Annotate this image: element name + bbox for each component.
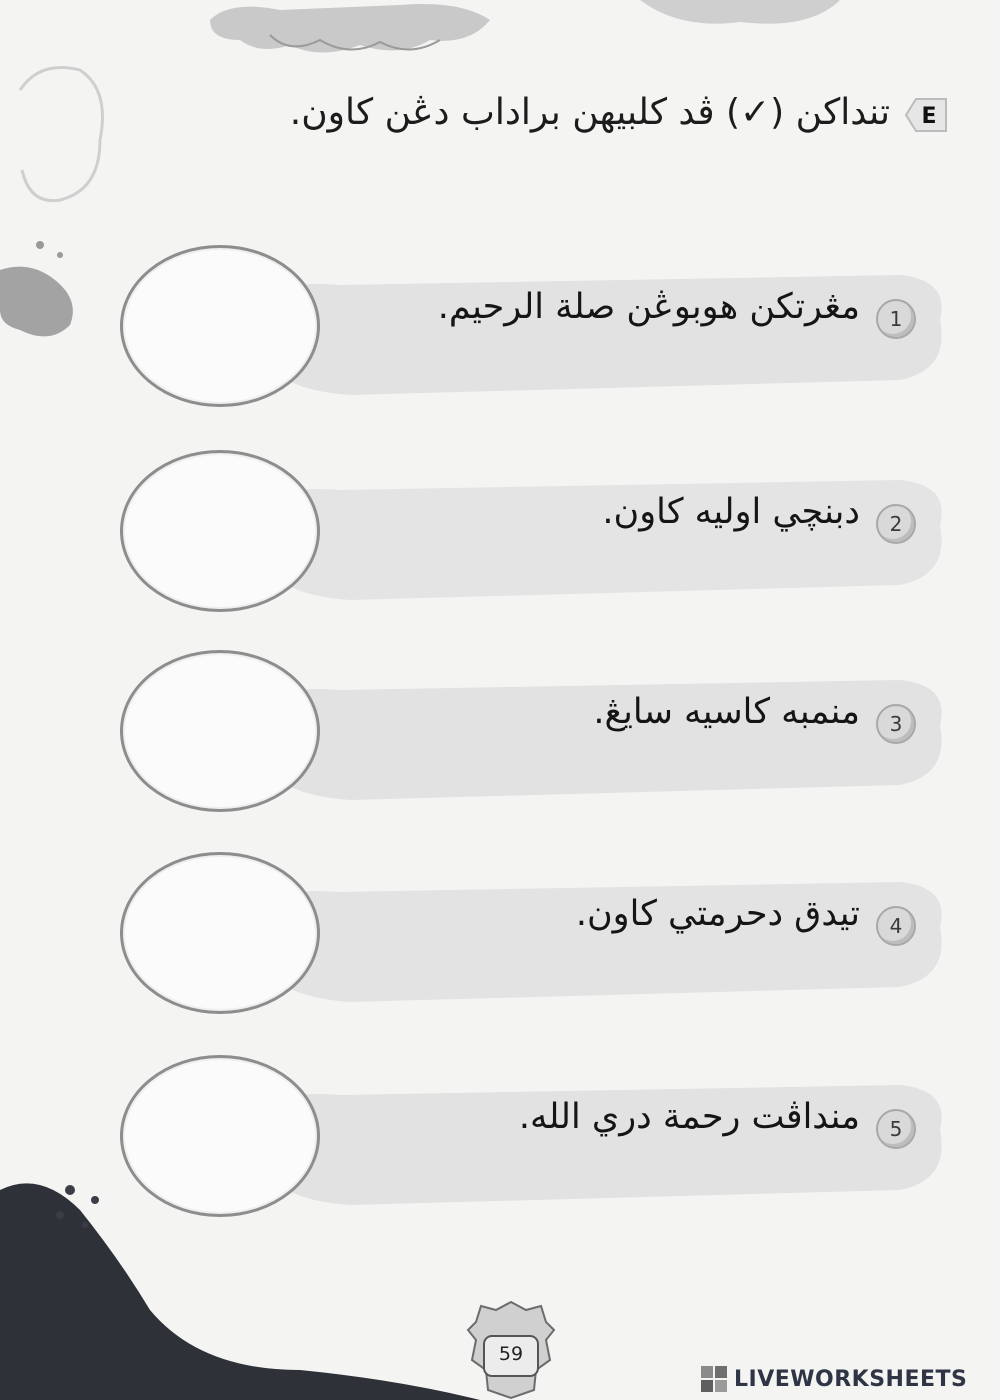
brush-stroke-background — [260, 465, 950, 605]
item-statement: مڠرتكن هوبوڠن صلة الرحيم. — [437, 287, 860, 327]
item-number-badge: 4 — [876, 906, 916, 946]
page-number: 59 — [498, 1343, 524, 1365]
answer-checkbox-circle[interactable] — [120, 450, 320, 612]
answer-checkbox-circle[interactable] — [120, 650, 320, 812]
list-item — [0, 235, 1000, 425]
cloud-decoration — [200, 0, 500, 60]
watermark-text: LIVEWORKSHEETS — [734, 1366, 968, 1392]
list-item — [0, 440, 1000, 630]
brush-stroke-background — [260, 867, 950, 1007]
instruction-header — [180, 92, 940, 162]
brush-stroke-background — [260, 665, 950, 805]
brush-stroke-background — [260, 1070, 950, 1210]
section-letter: E — [921, 104, 937, 129]
item-statement: دبنچي اوليه كاون. — [602, 492, 860, 532]
list-item — [0, 1045, 1000, 1235]
list-item — [0, 842, 1000, 1032]
speech-bubble-decoration — [0, 50, 110, 210]
item-statement: منمبه كاسيه سايڠ. — [593, 692, 860, 732]
section-badge — [902, 96, 948, 134]
cloud-decoration — [640, 0, 840, 30]
item-number-badge: 2 — [876, 504, 916, 544]
watermark — [700, 1362, 995, 1396]
item-statement: تيدق دحرمتي كاون. — [575, 894, 860, 934]
item-statement: منداڤت رحمة دري الله. — [518, 1097, 860, 1137]
answer-checkbox-circle[interactable] — [120, 852, 320, 1014]
brush-stroke-background — [260, 260, 950, 400]
list-item — [0, 640, 1000, 830]
answer-checkbox-circle[interactable] — [120, 245, 320, 407]
liveworksheets-logo-icon — [700, 1365, 728, 1393]
item-number-badge: 5 — [876, 1109, 916, 1149]
item-number-badge: 1 — [876, 299, 916, 339]
item-number-badge: 3 — [876, 704, 916, 744]
answer-checkbox-circle[interactable] — [120, 1055, 320, 1217]
instruction-text: تنداكن (✓) ڤد كلبيهن براداب دڠن كاون. — [289, 92, 890, 133]
